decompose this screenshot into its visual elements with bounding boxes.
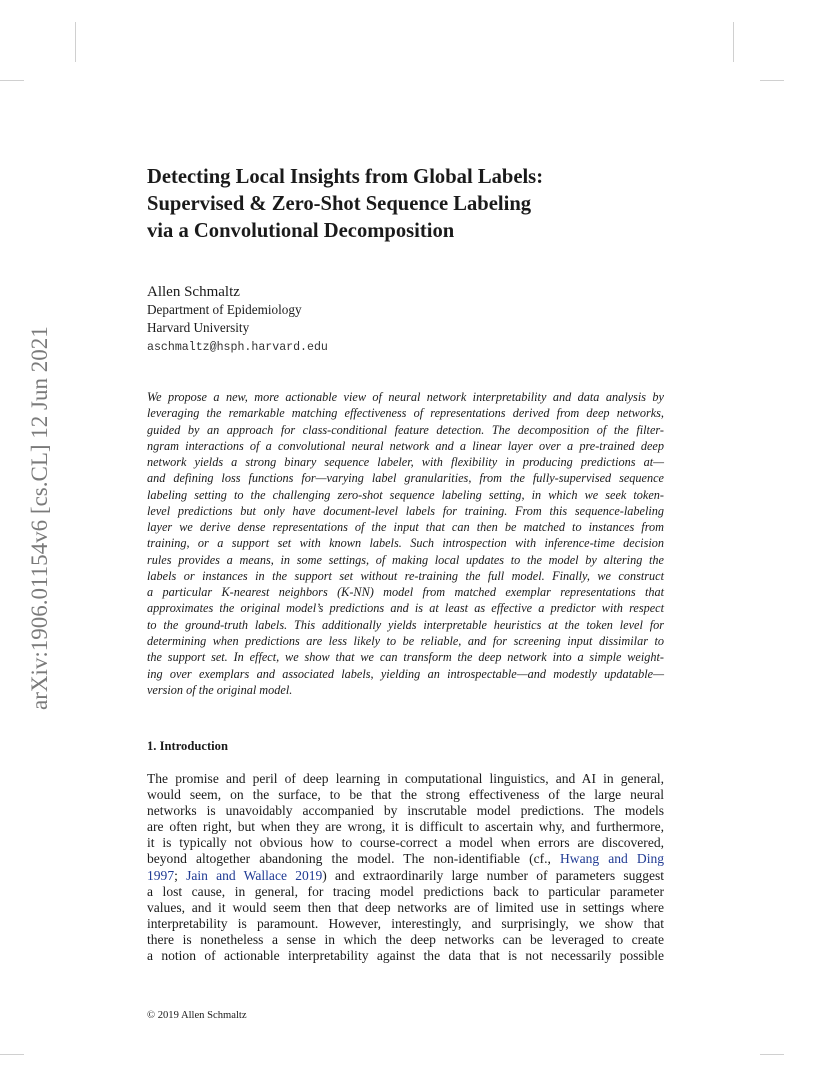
intro-line: a lost cause, in general, for tracing model predictions back to particular parameter [147, 883, 664, 899]
abstract [147, 389, 664, 698]
intro-line: a notion of actionable interpretability against the data that is not necessarily possible [147, 948, 664, 964]
abstract-line: version of the original model. [147, 682, 293, 697]
paper-title [147, 164, 667, 245]
abstract-line: to the ground-truth labels. This additionally yields interpretable heuristics at the token level for [147, 617, 664, 632]
crop-mark [733, 22, 734, 62]
abstract-line: guided by an approach for class-conditional feature detection. The decomposition of the filter- [147, 422, 664, 437]
abstract-line: ing over exemplars and associated labels, yielding an introspectable—and modestly updatable— [147, 666, 664, 681]
arxiv-identifier: arXiv:1906.01154v6 [cs.CL] 12 Jun 2021 [27, 326, 52, 710]
intro-text: ) and extraordinarily large number of parameters suggest [322, 867, 665, 883]
abstract-line: labels or instances in the support set without re-training the full model. Finally, we construct [147, 568, 664, 583]
author-institution: Harvard University [147, 320, 250, 335]
abstract-line: determining when predictions are less likely to be reliable, and for screening input dissimilar to [147, 633, 664, 648]
author-email: aschmaltz@hsph.harvard.edu [147, 341, 328, 354]
intro-line-with-citation [147, 851, 664, 867]
abstract-line: training, or a support set with known labels. Such introspection with inference-time decision [147, 536, 664, 551]
crop-mark [0, 80, 24, 81]
intro-line: are often right, but when they are wrong, it is difficult to ascertain why, and furthermore, [147, 819, 664, 835]
intro-line-with-citation [147, 868, 664, 884]
abstract-line: a particular K-nearest neighbors (K-NN) model from matched exemplar representations that [147, 585, 664, 600]
title-line: Supervised & Zero-Shot Sequence Labeling [147, 193, 532, 215]
abstract-line: the support set. In effect, we show that we can transform the deep network into a simple weight- [147, 650, 664, 665]
copyright-footer: © 2019 Allen Schmaltz [147, 1010, 247, 1021]
intro-line: there is nonetheless a sense in which the deep networks can be leveraged to create [147, 931, 664, 947]
citation-separator: ; [174, 867, 187, 883]
abstract-line: ngram interactions of a convolutional neural network and a linear layer over a pre-trained deep [147, 438, 664, 453]
abstract-line: level predictions but only have document-level labels for training. From this sequence-labeling [147, 503, 664, 518]
intro-line: The promise and peril of deep learning in computational linguistics, and AI in general, [147, 771, 664, 786]
abstract-line: approximates the original model’s predictions and is at least as effective a predictor with respect [147, 601, 664, 616]
author-name: Allen Schmaltz [147, 284, 240, 300]
section-heading: 1. Introduction [147, 739, 228, 753]
intro-line: would seem, on the surface, to be that the strong effectiveness of the large neural [147, 787, 664, 803]
author-department: Department of Epidemiology [147, 302, 302, 317]
title-line: Detecting Local Insights from Global Labels: [147, 166, 544, 188]
crop-mark [760, 80, 784, 81]
abstract-line: network yields a strong binary sequence labeler, with flexibility in producing predictions at— [147, 455, 664, 470]
crop-mark [760, 1054, 784, 1055]
abstract-line: and defining loss functions for—varying label granularities, from the fully-supervised sequence [147, 471, 664, 486]
title-line: via a Convolutional Decomposition [147, 220, 455, 242]
citation-link[interactable]: Hwang and Ding [560, 851, 664, 867]
intro-line: interpretability is paramount. However, interestingly, and surprisingly, we show that [147, 915, 664, 931]
crop-mark [75, 22, 76, 62]
intro-text: beyond altogether abandoning the model. The non-identifiable (cf., [147, 851, 561, 867]
crop-mark [0, 1054, 24, 1055]
abstract-line: labeling setting to the challenging zero-shot sequence labeling setting, in which we seek token- [147, 487, 664, 502]
intro-line: values, and it would seem then that deep networks are of limited use in settings where [147, 899, 664, 915]
citation-link[interactable]: 1997 [147, 867, 175, 883]
abstract-line: layer we derive dense representations of the input that can then be matched to instances from [147, 520, 664, 535]
introduction-body [147, 771, 664, 964]
intro-line: networks is unavoidably accompanied by inscrutable model predictions. The models [147, 803, 664, 819]
abstract-line: leveraging the remarkable matching effectiveness of representations derived from deep networks, [147, 406, 664, 421]
citation-link[interactable]: Jain and Wallace 2019 [186, 867, 323, 883]
intro-line: it is typically not obvious how to course-correct a model when errors are discovered, [147, 835, 664, 851]
abstract-line: rules provides a means, in some settings, of making local updates to the model by altering the [147, 552, 664, 567]
abstract-line: We propose a new, more actionable view of neural network interpretability and data analysis by [147, 390, 664, 404]
author-block [147, 283, 328, 357]
